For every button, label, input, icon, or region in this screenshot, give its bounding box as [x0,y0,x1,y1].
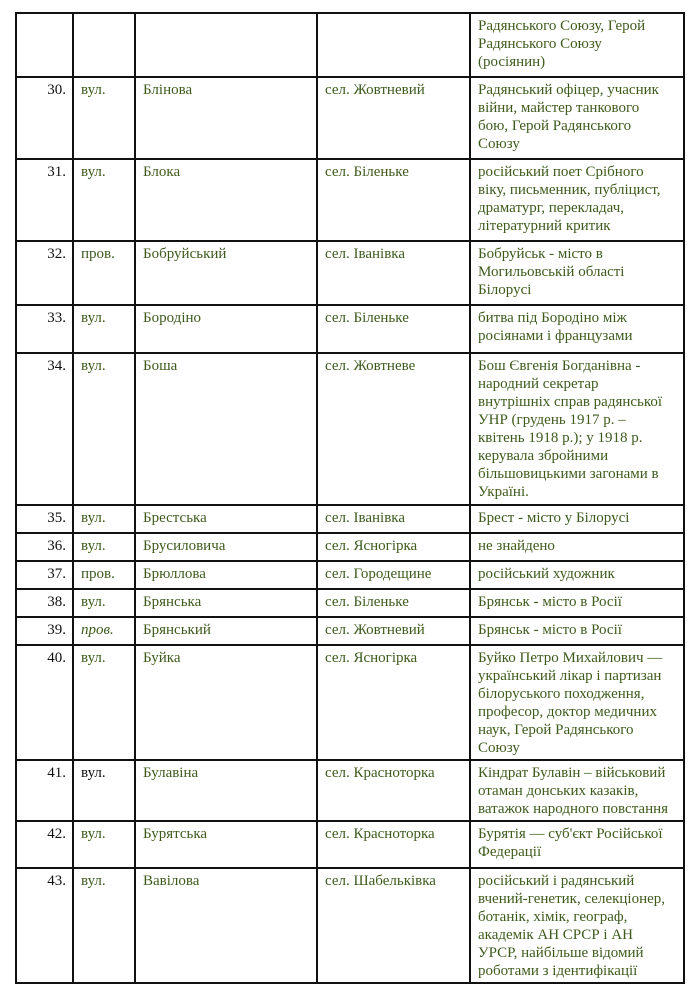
description-line: білоруського походження, [478,686,645,702]
description [470,868,684,983]
description [470,241,684,305]
description-line: російський і радянський [478,873,635,889]
description [470,617,684,645]
street-type: вул. [73,353,135,505]
description-line: бою, Герой Радянського [478,118,632,134]
description-line: Могильовській області [478,264,625,280]
street-name: Брюллова [135,561,317,589]
settlement: сел. Іванівка [317,241,470,305]
table-row [16,159,684,241]
description-line: Бош Євгенія Богданівна - [478,358,641,374]
description-line: ватажок народного повстання [478,801,669,817]
description-line: Союзу [478,740,520,756]
street-type: вул. [73,645,135,760]
settlement: сел. Біленьке [317,305,470,353]
description-line: драматург, перекладач, [478,200,625,216]
street-type: вул. [73,159,135,241]
description-line: квітень 1918 р.); у 1918 р. [478,430,643,446]
settlement: сел. Ясногірка [317,645,470,760]
settlement: сел. Жовтневе [317,353,470,505]
description-line: Радянського Союзу, Герой [478,18,646,34]
settlement: сел. Городещине [317,561,470,589]
street-name: Брянська [135,589,317,617]
description-line: літературний критик [478,218,611,234]
row-number: 36. [16,533,73,561]
settlement: сел. Шабельківка [317,868,470,983]
description-line: УРСР, найбільше відомий [478,945,644,961]
description-line: отаман донських казаків, [478,783,639,799]
description-line: наук, Герой Радянського [478,722,634,738]
street-name: Бурятська [135,821,317,868]
row-number: 37. [16,561,73,589]
description [470,533,684,561]
description-line: народний секретар [478,376,599,392]
description [470,561,684,589]
settlement: сел. Ясногірка [317,533,470,561]
street-name: Бобруйський [135,241,317,305]
table-row [16,241,684,305]
description [470,760,684,821]
table-row [16,77,684,159]
description-line: віку, письменник, публіцист, [478,182,661,198]
table-row [16,505,684,533]
street-name: Брусиловича [135,533,317,561]
description-line: більшовицькими загонами в [478,466,659,482]
street-type: пров. [73,561,135,589]
street-renaming-table [15,12,685,984]
description [470,505,684,533]
description-line: Кіндрат Булавін – військовий [478,765,666,781]
description [470,305,684,353]
row-number [16,13,73,77]
description-line: Брест - місто у Білорусі [478,510,630,526]
description-line: російський художник [478,566,615,582]
street-name: Буйка [135,645,317,760]
description-line: ботанік, хімік, географ, [478,909,628,925]
description-line: Бобруйськ - місто в [478,246,603,262]
description [470,821,684,868]
settlement: сел. Біленьке [317,589,470,617]
description [470,645,684,760]
description-line: український лікар і партизан [478,668,662,684]
description-line: Федерації [478,844,542,860]
row-number: 31. [16,159,73,241]
table-row [16,645,684,760]
table-row [16,305,684,353]
description-line: російський поет Срібного [478,164,644,180]
street-type: пров. [73,241,135,305]
table-row [16,868,684,983]
row-number: 34. [16,353,73,505]
description [470,353,684,505]
description-line: професор, доктор медичних [478,704,657,720]
description-line: Союзу [478,136,520,152]
row-number: 35. [16,505,73,533]
table-row [16,561,684,589]
description-line: роботами з ідентифікації [478,963,638,979]
description-line: Брянськ - місто в Росії [478,594,622,610]
street-name: Блінова [135,77,317,159]
table-row [16,760,684,821]
row-number: 32. [16,241,73,305]
row-number: 39. [16,617,73,645]
description-line: росіянами і французами [478,328,633,344]
description-line: не знайдено [478,538,555,554]
table-row [16,533,684,561]
description-line: битва під Бородіно між [478,310,627,326]
table-row [16,617,684,645]
street-name: Бородіно [135,305,317,353]
street-name: Брянський [135,617,317,645]
description-line: внутрішніх справ радянської [478,394,663,410]
description-line: вчений-генетик, селекціонер, [478,891,666,907]
street-type: вул. [73,868,135,983]
street-name: Вавілова [135,868,317,983]
row-number: 30. [16,77,73,159]
street-type [73,13,135,77]
street-type: вул. [73,821,135,868]
row-number: 40. [16,645,73,760]
street-type: вул. [73,589,135,617]
row-number: 33. [16,305,73,353]
description-line: Радянський офіцер, учасник [478,82,659,98]
settlement: сел. Жовтневий [317,617,470,645]
settlement: сел. Іванівка [317,505,470,533]
description-line: Україні. [478,484,529,500]
street-name: Брестська [135,505,317,533]
street-type: вул. [73,305,135,353]
table-row [16,589,684,617]
description-line: війни, майстер танкового [478,100,640,116]
street-type: вул. [73,505,135,533]
table-row [16,821,684,868]
settlement: сел. Жовтневий [317,77,470,159]
settlement: сел. Красноторка [317,760,470,821]
row-number: 42. [16,821,73,868]
description-line: академік АН СРСР і АН [478,927,633,943]
row-number: 38. [16,589,73,617]
table-row-continuation [16,13,684,77]
settlement [317,13,470,77]
settlement: сел. Красноторка [317,821,470,868]
street-type: вул. [73,760,135,821]
street-type: вул. [73,533,135,561]
street-name [135,13,317,77]
street-name: Булавіна [135,760,317,821]
description-line: Білорусі [478,282,532,298]
description-line: Радянського Союзу [478,36,602,52]
table-row [16,353,684,505]
street-name: Боша [135,353,317,505]
description-line: УНР (грудень 1917 р. – [478,412,626,428]
settlement: сел. Біленьке [317,159,470,241]
row-number: 41. [16,760,73,821]
description-line: Брянськ - місто в Росії [478,622,622,638]
description [470,13,684,77]
street-type: вул. [73,77,135,159]
row-number: 43. [16,868,73,983]
description [470,159,684,241]
street-name: Блока [135,159,317,241]
description-line: (росіянин) [478,54,546,70]
description-line: Буйко Петро Михайлович — [478,650,663,666]
description-line: керувала збройними [478,448,609,464]
description [470,589,684,617]
description [470,77,684,159]
description-line: Бурятія — суб'єкт Російської [478,826,663,842]
street-type: пров. [73,617,135,645]
